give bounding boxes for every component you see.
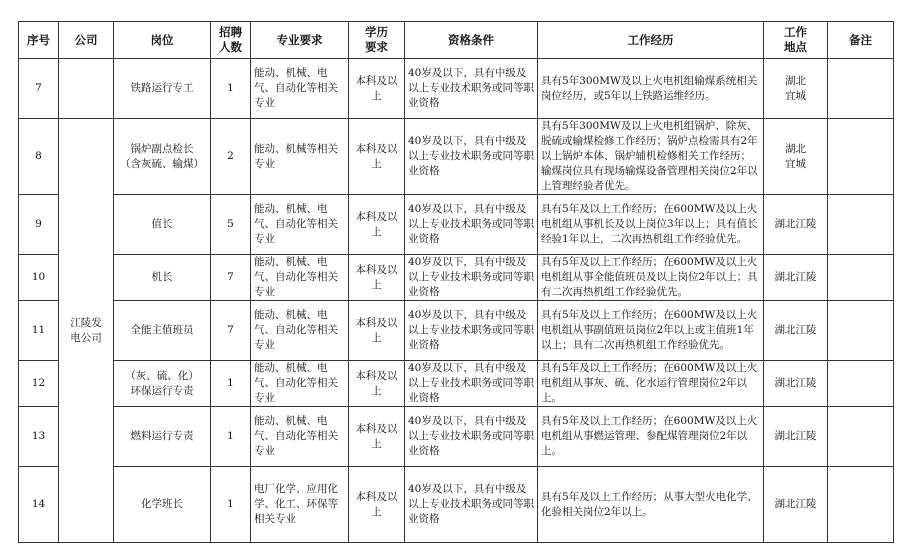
table-row xyxy=(19,407,894,467)
table-row xyxy=(19,59,894,119)
cell-major: 能动、机械、电气、自动化等相关专业 xyxy=(251,301,349,361)
cell-seq: 8 xyxy=(19,119,59,195)
header-seq: 序号 xyxy=(19,22,59,59)
cell-position: 铁路运行专工 xyxy=(114,59,211,119)
cell-seq: 10 xyxy=(19,255,59,301)
table-row xyxy=(19,301,894,361)
cell-major: 能动、机械、电气、自动化等相关专业 xyxy=(251,195,349,255)
cell-qualification: 40岁及以下，具有中级及以上专业技术职务或同等职业资格 xyxy=(405,255,538,301)
cell-remark xyxy=(828,467,894,543)
cell-seq: 7 xyxy=(19,59,59,119)
cell-company: 江陵发 电公司 xyxy=(59,119,114,543)
header-education: 学历 要求 xyxy=(349,22,405,59)
cell-experience: 具有5年及以上工作经历；在600MW及以上火电机组从事全能值班员及以上岗位2年以上；具有二次再热机组工作经验优先。 xyxy=(538,255,764,301)
cell-education: 本科及以上 xyxy=(349,467,405,543)
cell-experience: 具有5年及以上工作经历；在600MW及以上火电机组从事燃运管理、参配煤管理岗位2年以上。 xyxy=(538,407,764,467)
cell-company-empty xyxy=(59,59,114,119)
cell-major: 能动、机械、电气、自动化等相关专业 xyxy=(251,407,349,467)
cell-location: 湖北江陵 xyxy=(764,361,828,407)
header-major: 专业要求 xyxy=(251,22,349,59)
cell-seq: 9 xyxy=(19,195,59,255)
cell-qualification: 40岁及以下，具有中级及以上专业技术职务或同等职业资格 xyxy=(405,361,538,407)
cell-education: 本科及以上 xyxy=(349,361,405,407)
cell-position: 机长 xyxy=(114,255,211,301)
cell-experience: 具有5年及以上工作经历；在600MW及以上火电机组从事副值班员岗位2年以上或主值班1年以上；具有二次再热机组工作经验优先。 xyxy=(538,301,764,361)
table-header-row xyxy=(19,22,894,59)
table-row xyxy=(19,255,894,301)
cell-seq: 13 xyxy=(19,407,59,467)
cell-count: 1 xyxy=(211,59,251,119)
cell-position: （灰、硫、化） 环保运行专责 xyxy=(114,361,211,407)
header-location: 工作 地点 xyxy=(764,22,828,59)
header-position: 岗位 xyxy=(114,22,211,59)
cell-experience: 具有5年300MW及以上火电机组锅炉、除灰、脱硫或输煤检修工作经历；锅炉点检需具有2年以上锅炉本体、锅炉辅机检修相关工作经历；输煤岗位具有现场输煤设备管理相关岗位2年以上管理经验者优先。 xyxy=(538,119,764,195)
cell-qualification: 40岁及以下，具有中级及以上专业技术职务或同等职业资格 xyxy=(405,301,538,361)
cell-remark xyxy=(828,361,894,407)
cell-location: 湖北 宜城 xyxy=(764,59,828,119)
cell-education: 本科及以上 xyxy=(349,119,405,195)
cell-major: 能动、机械、电气、自动化等相关专业 xyxy=(251,361,349,407)
cell-qualification: 40岁及以下，具有中级及以上专业技术职务或同等职业资格 xyxy=(405,119,538,195)
cell-remark xyxy=(828,255,894,301)
cell-seq: 14 xyxy=(19,467,59,543)
cell-education: 本科及以上 xyxy=(349,255,405,301)
cell-experience: 具有5年及以上工作经历；从事大型火电化学、化验相关岗位2年以上。 xyxy=(538,467,764,543)
cell-qualification: 40岁及以下，具有中级及以上专业技术职务或同等职业资格 xyxy=(405,59,538,119)
cell-experience: 具有5年及以上工作经历；在600MW及以上火电机组从事灰、硫、化水运行管理岗位2年以上。 xyxy=(538,361,764,407)
table-row xyxy=(19,195,894,255)
cell-seq: 12 xyxy=(19,361,59,407)
recruitment-table xyxy=(18,21,894,543)
cell-location: 湖北江陵 xyxy=(764,255,828,301)
cell-remark xyxy=(828,407,894,467)
header-experience: 工作经历 xyxy=(538,22,764,59)
cell-major: 能动、机械等相关专业 xyxy=(251,119,349,195)
cell-count: 7 xyxy=(211,301,251,361)
cell-position: 燃料运行专责 xyxy=(114,407,211,467)
header-count: 招聘 人数 xyxy=(211,22,251,59)
cell-count: 1 xyxy=(211,407,251,467)
table-row xyxy=(19,467,894,543)
header-remark: 备注 xyxy=(828,22,894,59)
cell-location: 湖北江陵 xyxy=(764,301,828,361)
cell-remark xyxy=(828,119,894,195)
cell-location: 湖北江陵 xyxy=(764,407,828,467)
cell-major: 电厂化学、应用化学、化工、环保等相关专业 xyxy=(251,467,349,543)
cell-location: 湖北江陵 xyxy=(764,195,828,255)
header-qualification: 资格条件 xyxy=(405,22,538,59)
cell-position: 化学班长 xyxy=(114,467,211,543)
cell-count: 5 xyxy=(211,195,251,255)
cell-position: 锅炉副点检长 （含灰硫、输煤） xyxy=(114,119,211,195)
cell-location: 湖北江陵 xyxy=(764,467,828,543)
cell-education: 本科及以上 xyxy=(349,301,405,361)
cell-count: 1 xyxy=(211,467,251,543)
cell-major: 能动、机械、电气、自动化等相关专业 xyxy=(251,255,349,301)
cell-remark xyxy=(828,59,894,119)
cell-education: 本科及以上 xyxy=(349,59,405,119)
cell-location: 湖北 宜城 xyxy=(764,119,828,195)
cell-count: 2 xyxy=(211,119,251,195)
cell-count: 1 xyxy=(211,361,251,407)
cell-position: 全能主值班员 xyxy=(114,301,211,361)
table-row xyxy=(19,119,894,195)
cell-remark xyxy=(828,301,894,361)
cell-seq: 11 xyxy=(19,301,59,361)
header-company: 公司 xyxy=(59,22,114,59)
cell-experience: 具有5年300MW及以上火电机组输煤系统相关岗位经历，或5年以上铁路运维经历。 xyxy=(538,59,764,119)
cell-remark xyxy=(828,195,894,255)
cell-qualification: 40岁及以下，具有中级及以上专业技术职务或同等职业资格 xyxy=(405,195,538,255)
cell-qualification: 40岁及以下，具有中级及以上专业技术职务或同等职业资格 xyxy=(405,467,538,543)
cell-experience: 具有5年及以上工作经历；在600MW及以上火电机组从事机长及以上岗位3年以上；具有值长经验1年以上，二次再热机组工作经验优先。 xyxy=(538,195,764,255)
cell-count: 7 xyxy=(211,255,251,301)
cell-major: 能动、机械、电气、自动化等相关专业 xyxy=(251,59,349,119)
cell-education: 本科及以上 xyxy=(349,195,405,255)
cell-education: 本科及以上 xyxy=(349,407,405,467)
cell-position: 值长 xyxy=(114,195,211,255)
table-row xyxy=(19,361,894,407)
cell-qualification: 40岁及以下，具有中级及以上专业技术职务或同等职业资格 xyxy=(405,407,538,467)
